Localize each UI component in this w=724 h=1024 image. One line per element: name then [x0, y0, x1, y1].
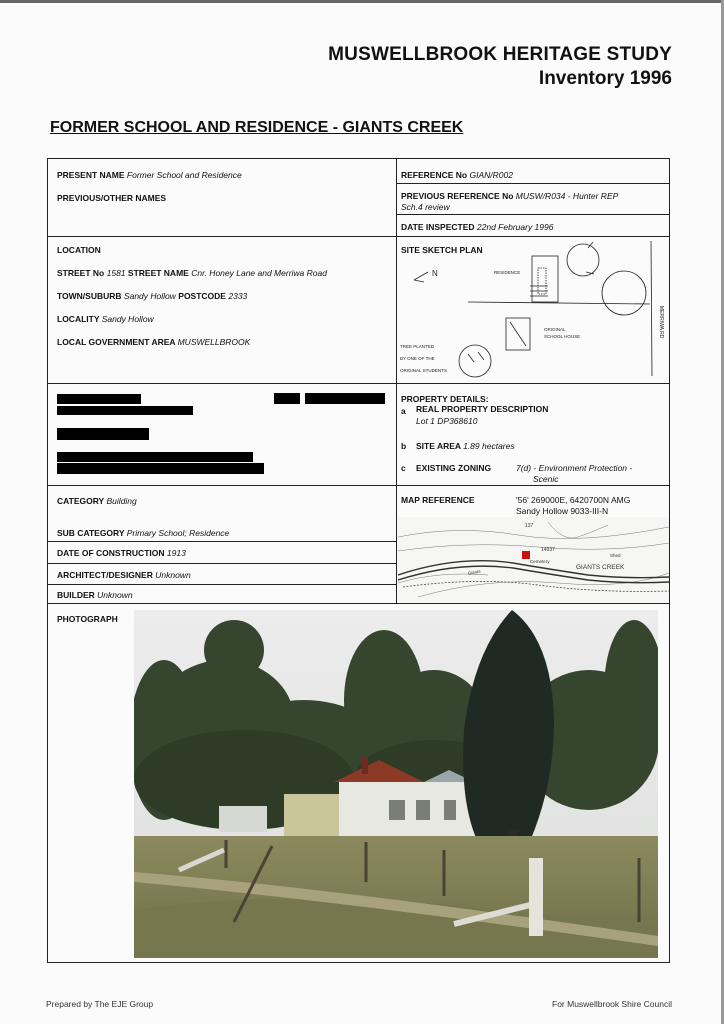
row-divider — [396, 183, 670, 184]
sketch-note-tree-planted: TREE PLANTED — [400, 344, 435, 349]
architect-value: Unknown — [155, 570, 191, 580]
site-sketch-label: SITE SKETCH PLAN — [401, 245, 483, 255]
date-construction-value: 1913 — [166, 548, 186, 558]
road-line — [651, 241, 652, 376]
footer-council: For Muswellbrook Shire Council — [552, 999, 672, 1009]
tree-symbol — [459, 345, 491, 377]
column-divider — [396, 158, 397, 603]
reference-label: REFERENCE No — [401, 170, 468, 180]
town-value: Sandy Hollow — [123, 291, 176, 301]
row-divider — [396, 214, 670, 215]
date-construction-label: DATE OF CONSTRUCTION — [57, 548, 165, 558]
map-label-shed: Shed — [610, 553, 621, 558]
sub-category-value: Primary School; Residence — [126, 528, 230, 538]
date-construction-field — [57, 548, 186, 558]
document-title: FORMER SCHOOL AND RESIDENCE - GIANTS CREEK — [50, 119, 464, 136]
fence-post — [529, 858, 543, 936]
zoning-label: EXISTING ZONING — [416, 463, 492, 473]
present-name-field — [57, 170, 242, 180]
sketch-note-by-one: BY ONE OF THE — [400, 356, 435, 361]
residence-detail — [538, 268, 546, 294]
sub-category-label: SUB CATEGORY — [57, 528, 125, 538]
site-area-field — [416, 441, 515, 451]
row-divider — [47, 584, 396, 585]
builder-label: BUILDER — [57, 590, 95, 600]
north-label: N — [432, 269, 438, 278]
locality-field — [57, 314, 154, 324]
site-sketch-drawing — [398, 236, 669, 383]
redaction-bar — [57, 428, 149, 440]
town-label: TOWN/SUBURB — [57, 291, 122, 301]
row-divider — [47, 383, 670, 384]
property-a-marker: a — [401, 406, 406, 416]
map-note: 14937 — [541, 547, 555, 553]
study-title: MUSWELLBROOK HERITAGE STUDY — [328, 44, 672, 65]
postcode-label: POSTCODE — [178, 291, 226, 301]
site-area-value: 1.89 hectares — [463, 441, 515, 451]
site-photograph — [134, 610, 658, 958]
street-field — [57, 268, 327, 278]
zoning-value: 7(d) - Environment Protection - — [516, 463, 633, 473]
redaction-bar — [57, 463, 264, 474]
category-field — [57, 496, 137, 506]
previous-reference-value: MUSW/R034 - Hunter REP — [515, 191, 619, 201]
category-value: Building — [106, 496, 137, 506]
property-c-marker: c — [401, 463, 406, 473]
map-reference-label: MAP REFERENCE — [401, 495, 475, 505]
street-no-value: 1581 — [106, 268, 126, 278]
map-label-cemetery: Cemetery — [530, 559, 550, 564]
street-no-label: STREET No — [57, 268, 105, 278]
redaction-bar — [57, 406, 193, 415]
locality-label: LOCALITY — [57, 314, 100, 324]
sketch-note-road: MERRIWA RD — [658, 306, 664, 339]
row-divider — [47, 563, 396, 564]
property-a-value: Lot 1 DP368610 — [416, 416, 478, 426]
sketch-note-residence: RESIDENCE — [494, 270, 521, 275]
street-name-value: Cnr. Honey Lane and Merriwa Road — [191, 268, 327, 278]
row-divider — [47, 603, 670, 604]
lga-field — [57, 337, 250, 347]
lga-value: MUSWELLBROOK — [177, 337, 251, 347]
builder-field — [57, 590, 133, 600]
redaction-bar — [274, 393, 300, 404]
reference-field — [401, 170, 513, 180]
boundary-line — [468, 302, 650, 304]
lga-label: LOCAL GOVERNMENT AREA — [57, 337, 176, 347]
previous-reference-label: PREVIOUS REFERENCE No — [401, 191, 514, 201]
builder-value: Unknown — [97, 590, 133, 600]
present-name-label: PRESENT NAME — [57, 170, 125, 180]
map-reference-value: '56' 269000E, 6420700N AMG — [516, 495, 631, 505]
footer-prepared-by: Prepared by The EJE Group — [46, 999, 154, 1009]
property-b-marker: b — [401, 441, 407, 451]
sketch-note-original: ORIGINAL — [544, 327, 566, 332]
redaction-bar — [57, 452, 253, 462]
date-inspected-label: DATE INSPECTED — [401, 222, 475, 232]
topo-map-excerpt — [398, 517, 669, 602]
previous-names-label: PREVIOUS/OTHER NAMES — [57, 193, 167, 203]
map-spot-height: 137 — [525, 523, 534, 529]
redaction-bar — [305, 393, 385, 404]
postcode-value: 2333 — [228, 291, 248, 301]
architect-label: ARCHITECT/DESIGNER — [57, 570, 153, 580]
redaction-bar — [57, 394, 141, 404]
row-divider — [47, 541, 396, 542]
architect-field — [57, 570, 191, 580]
property-details-label: PROPERTY DETAILS: — [401, 394, 489, 404]
tree-symbol — [567, 244, 599, 276]
date-inspected-value: 22nd February 1996 — [476, 222, 554, 232]
street-name-label: STREET NAME — [127, 268, 189, 278]
zoning-value-cont: Scenic — [533, 474, 559, 484]
sub-category-field — [57, 528, 229, 538]
site-area-label: SITE AREA — [416, 441, 461, 451]
north-arrow — [414, 272, 428, 282]
map-marker — [522, 551, 530, 559]
map-label-giants-creek: GIANTS CREEK — [576, 564, 625, 571]
previous-reference-field — [401, 191, 618, 201]
date-inspected-field — [401, 222, 553, 232]
property-a-label: REAL PROPERTY DESCRIPTION — [416, 404, 549, 414]
sketch-note-school-house: SCHOOL HOUSE — [544, 334, 581, 339]
map-reference-value-cont: Sandy Hollow 9033-III-N — [516, 506, 609, 516]
scan-edge-top — [0, 0, 724, 3]
reference-value: GIAN/R002 — [469, 170, 513, 180]
location-heading: LOCATION — [57, 245, 101, 255]
photograph-label: PHOTOGRAPH — [57, 614, 118, 624]
row-divider — [47, 485, 670, 486]
previous-reference-value-cont: Sch.4 review — [401, 202, 450, 212]
town-field — [57, 291, 247, 301]
sketch-note-students: ORIGINAL STUDENTS — [400, 368, 447, 373]
map-label-giants: Giants — [467, 568, 481, 576]
category-label: CATEGORY — [57, 496, 105, 506]
residence-outline — [532, 256, 558, 302]
tree-symbol — [602, 271, 646, 315]
study-subtitle: Inventory 1996 — [538, 68, 672, 89]
locality-value: Sandy Hollow — [101, 314, 154, 324]
present-name-value: Former School and Residence — [126, 170, 242, 180]
